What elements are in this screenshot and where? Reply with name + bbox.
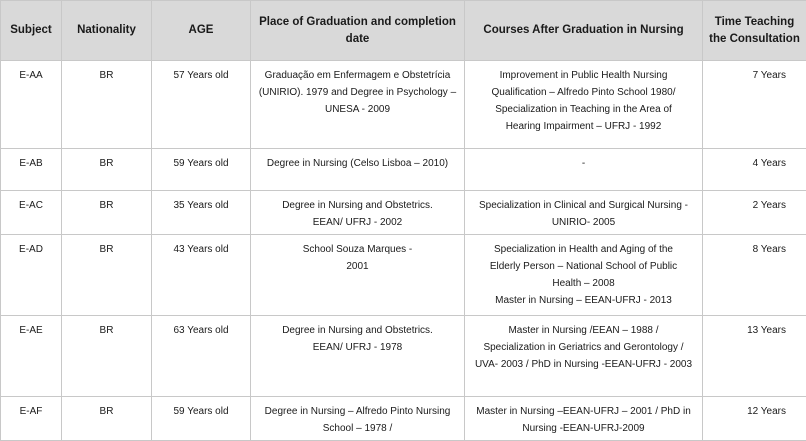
cell-line: EEAN/ UFRJ - 2002	[257, 214, 458, 231]
cell-age: 57 Years old	[152, 61, 251, 149]
cell-graduation	[251, 397, 465, 441]
cell-subject: E-AA	[1, 61, 62, 149]
header-nationality: Nationality	[62, 1, 152, 61]
cell-graduation	[251, 149, 465, 191]
header-subject: Subject	[1, 1, 62, 61]
cell-line: Health – 2008	[471, 275, 696, 292]
table-row	[1, 149, 806, 191]
cell-time: 4 Years	[703, 149, 806, 191]
cell-line: Master in Nursing –EEAN-UFRJ – 2001 / PhD in	[471, 403, 696, 420]
cell-line: Specialization in Health and Aging of the	[471, 241, 696, 258]
cell-line: UNIRIO- 2005	[471, 214, 696, 231]
cell-subject: E-AC	[1, 191, 62, 235]
cell-line: School Souza Marques -	[257, 241, 458, 258]
cell-line: -	[471, 155, 696, 172]
cell-age: 35 Years old	[152, 191, 251, 235]
cell-line: Specialization in Clinical and Surgical Nursing -	[471, 197, 696, 214]
cell-age: 59 Years old	[152, 149, 251, 191]
header-time: Time Teaching the Consultation	[703, 1, 806, 61]
cell-time: 12 Years	[703, 397, 806, 441]
cell-subject: E-AF	[1, 397, 62, 441]
header-graduation: Place of Graduation and completion date	[251, 1, 465, 61]
cell-time: 8 Years	[703, 235, 806, 316]
cell-line: Nursing -EEAN-UFRJ-2009	[471, 420, 696, 437]
cell-time: 13 Years	[703, 316, 806, 397]
cell-graduation	[251, 316, 465, 397]
cell-age: 43 Years old	[152, 235, 251, 316]
cell-nationality: BR	[62, 235, 152, 316]
cell-line: Master in Nursing /EEAN – 1988 /	[471, 322, 696, 339]
cell-nationality: BR	[62, 191, 152, 235]
cell-line: Graduação em Enfermagem e Obstetrícia	[257, 67, 458, 84]
cell-line: Hearing Impairment – UFRJ - 1992	[471, 118, 696, 135]
cell-courses	[465, 191, 703, 235]
cell-line: (UNIRIO). 1979 and Degree in Psychology –	[257, 84, 458, 101]
table-row	[1, 61, 806, 149]
table-row	[1, 316, 806, 397]
cell-time: 7 Years	[703, 61, 806, 149]
cell-subject: E-AB	[1, 149, 62, 191]
header-row	[1, 1, 806, 61]
table-row	[1, 397, 806, 441]
header-courses: Courses After Graduation in Nursing	[465, 1, 703, 61]
cell-courses	[465, 235, 703, 316]
cell-line: Master in Nursing – EEAN-UFRJ - 2013	[471, 292, 696, 309]
cell-line: Improvement in Public Health Nursing	[471, 67, 696, 84]
cell-line: School – 1978 /	[257, 420, 458, 437]
cell-line: Specialization in Geriatrics and Gerontology /	[471, 339, 696, 356]
cell-time: 2 Years	[703, 191, 806, 235]
cell-line: UNESA - 2009	[257, 101, 458, 118]
cell-age: 63 Years old	[152, 316, 251, 397]
cell-age: 59 Years old	[152, 397, 251, 441]
table-body	[1, 61, 806, 441]
cell-subject: E-AD	[1, 235, 62, 316]
cell-nationality: BR	[62, 397, 152, 441]
cell-courses	[465, 397, 703, 441]
cell-line: Degree in Nursing (Celso Lisboa – 2010)	[257, 155, 458, 172]
header-age: AGE	[152, 1, 251, 61]
cell-graduation	[251, 235, 465, 316]
cell-graduation	[251, 191, 465, 235]
table-row	[1, 191, 806, 235]
cell-courses	[465, 149, 703, 191]
cell-line: Specialization in Teaching in the Area of	[471, 101, 696, 118]
cell-line: Elderly Person – National School of Public	[471, 258, 696, 275]
cell-line: Degree in Nursing and Obstetrics.	[257, 197, 458, 214]
cell-graduation	[251, 61, 465, 149]
cell-courses	[465, 316, 703, 397]
cell-line: Degree in Nursing – Alfredo Pinto Nursing	[257, 403, 458, 420]
cell-subject: E-AE	[1, 316, 62, 397]
cell-line: UVA- 2003 / PhD in Nursing -EEAN-UFRJ - 2003	[471, 356, 696, 373]
cell-line: Degree in Nursing and Obstetrics.	[257, 322, 458, 339]
cell-line: Qualification – Alfredo Pinto School 1980/	[471, 84, 696, 101]
table-row	[1, 235, 806, 316]
cell-nationality: BR	[62, 61, 152, 149]
cell-courses	[465, 61, 703, 149]
cell-line: EEAN/ UFRJ - 1978	[257, 339, 458, 356]
cell-nationality: BR	[62, 149, 152, 191]
cell-line: 2001	[257, 258, 458, 275]
cell-nationality: BR	[62, 316, 152, 397]
